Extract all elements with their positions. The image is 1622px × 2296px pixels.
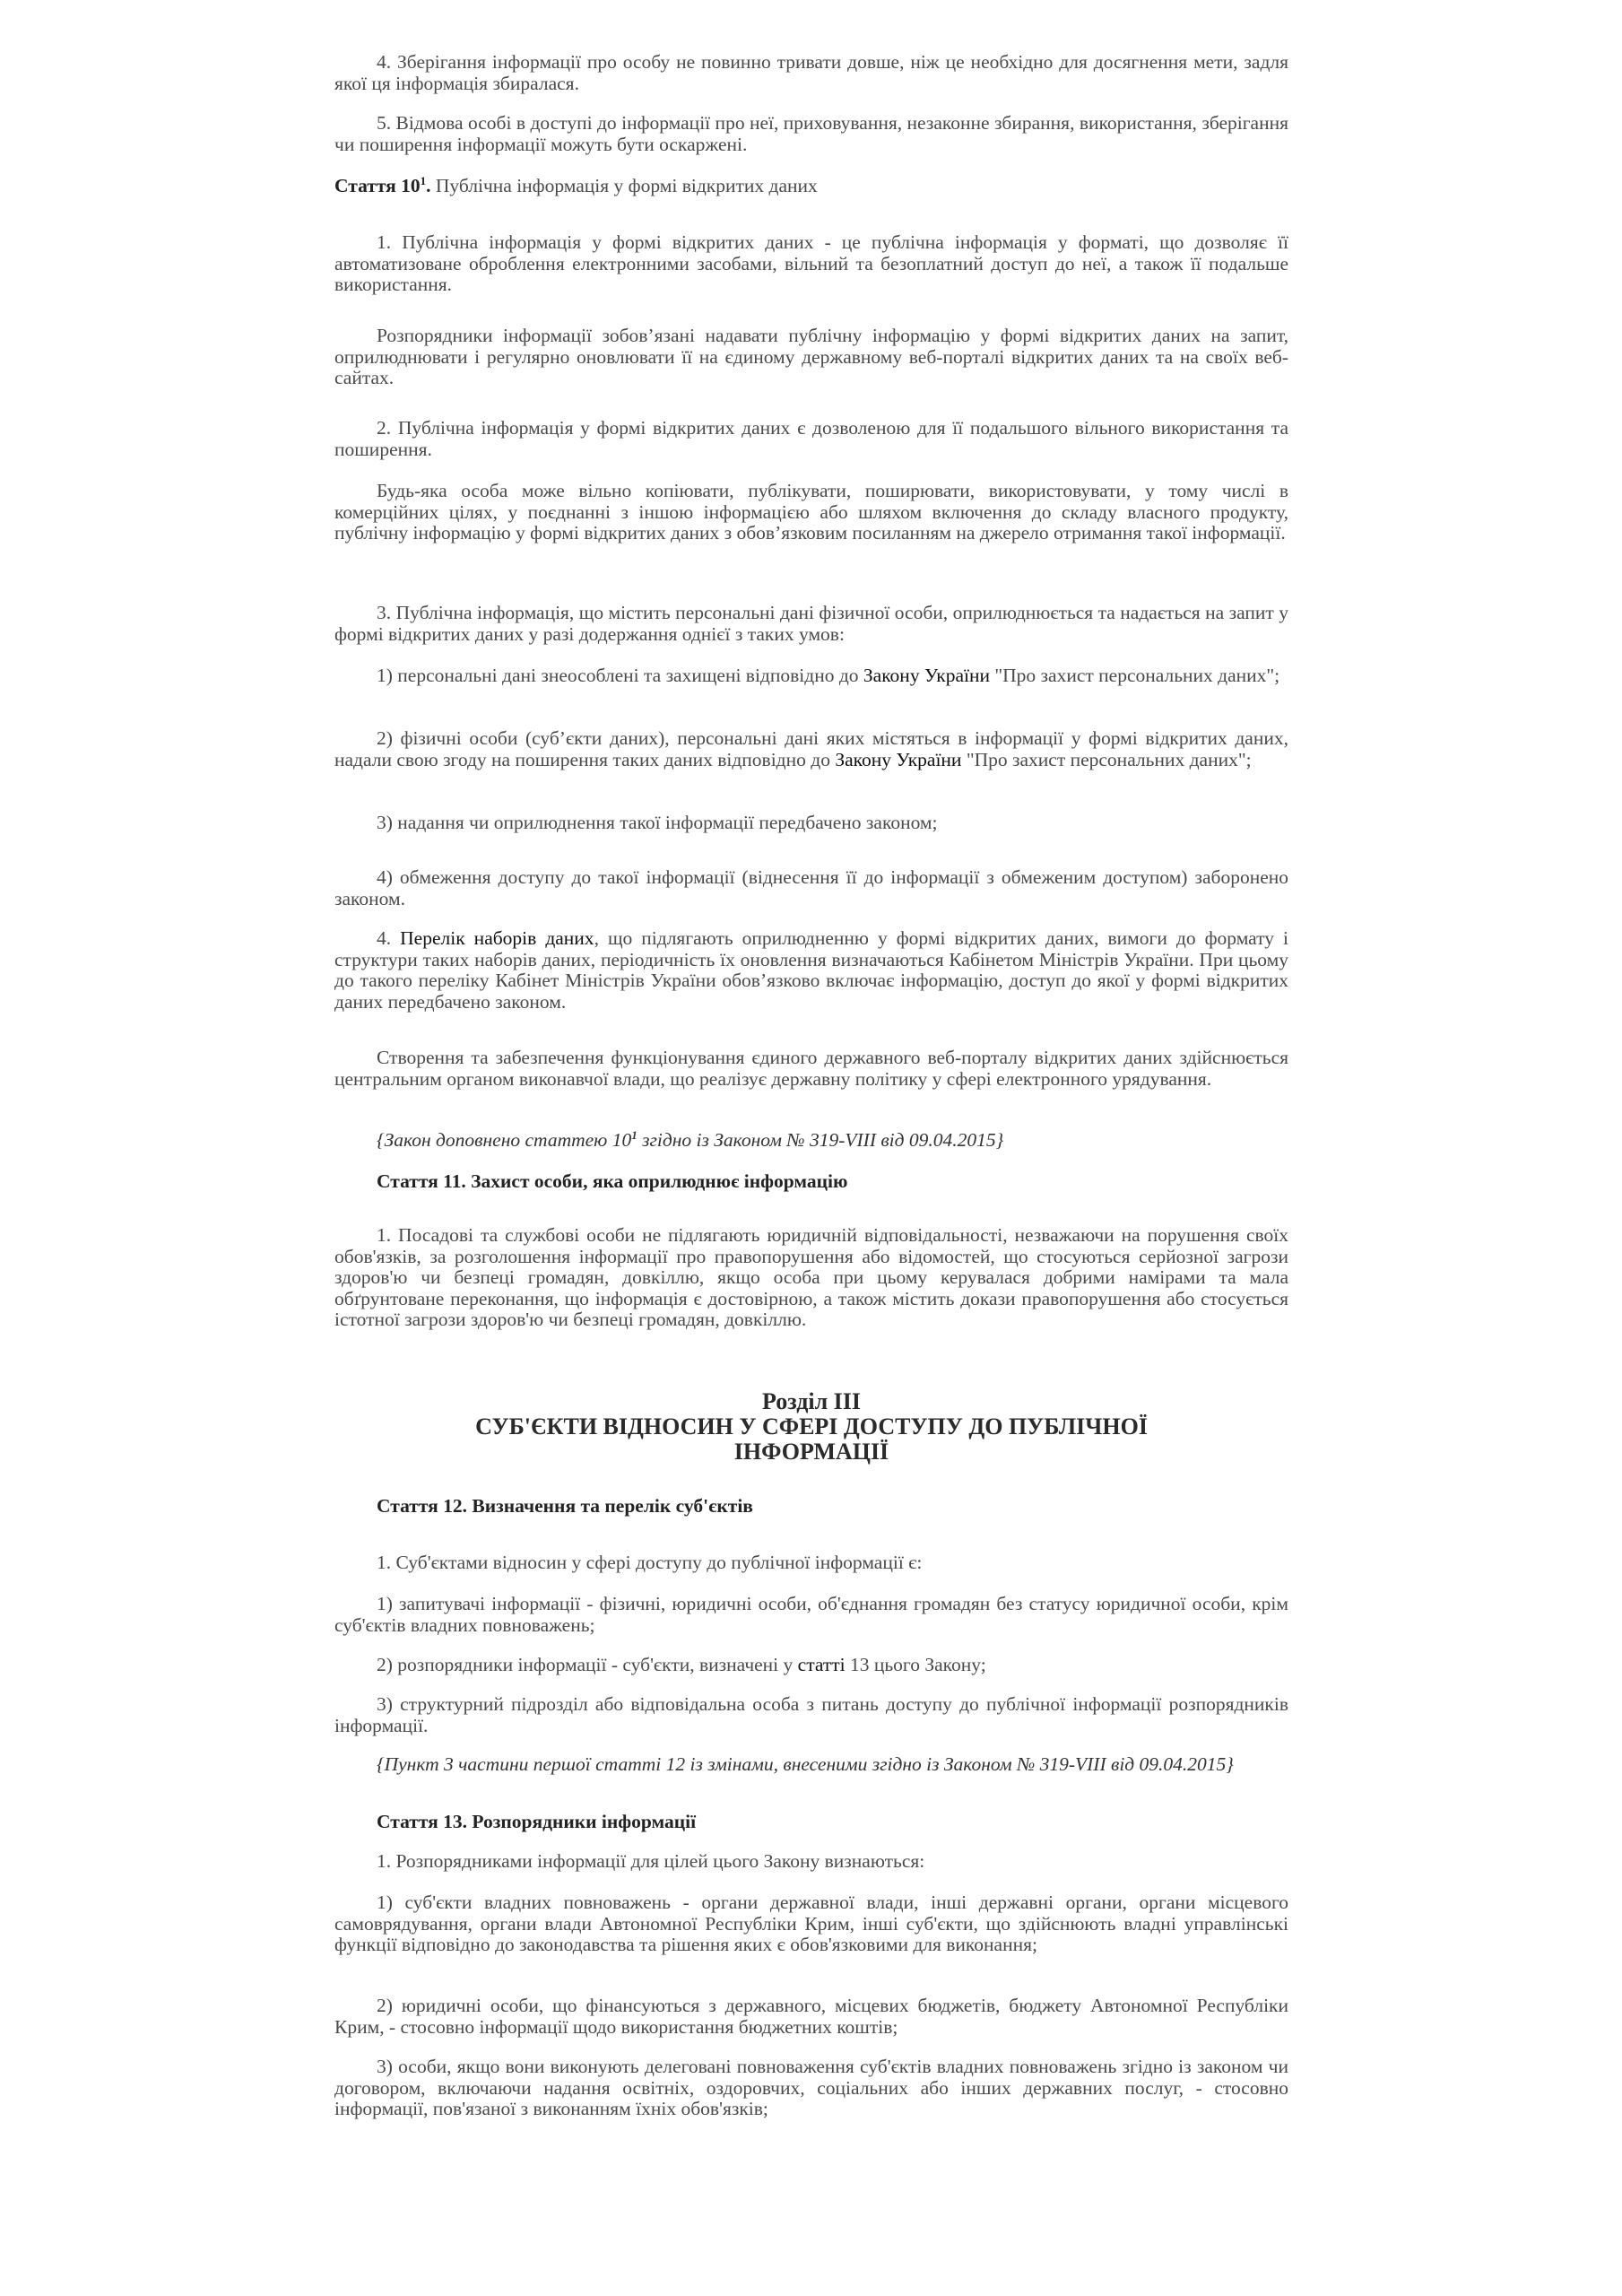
art10-1-amendment-note <box>334 1127 1288 1152</box>
art12-item-3: 3) структурний підрозділ або відповідальна особа з питань доступу до публічної інформації розпорядників інформації. <box>334 1693 1288 1736</box>
note-superscript: 1 <box>631 1127 638 1142</box>
paragraph-4-text: , що підлягають оприлюдненню у формі відкритих даних, вимоги до формату і структури таких наборів даних, періодичність їх оновлення визначаються Кабінетом Міністрів України. При цьому до такого переліку Кабінет Міністрів України обов’язково включає інформацію, доступ до якої у формі відкритих даних передбачено законом. <box>334 927 1288 1013</box>
art12-amendment-note: {Пункт 3 частини першої статті 12 із змінами, внесеними згідно із Законом № 319-VIII від 09.04.2015} <box>377 1753 1234 1775</box>
article-13-heading: Стаття 13. Розпорядники інформації <box>377 1811 697 1832</box>
note-text: {Закон доповнено статтею 10 <box>377 1129 632 1151</box>
law-link[interactable]: Закону України <box>863 665 990 686</box>
condition-2-text: 2) фізичні особи (суб’єкти даних), персональні дані яких містяться в інформації у формі відкритих даних, надали свою згоду на поширення таких даних відповідно до <box>334 727 1288 770</box>
art10-1-paragraph-5: Створення та забезпечення функціонування єдиного державного веб-порталу відкритих даних здійснюється центральним органом виконавчої влади, що реалізує державну політику у сфері електронного урядування. <box>334 1047 1288 1090</box>
art10-1-paragraph-2b: Будь-яка особа може вільно копіювати, публікувати, поширювати, використовувати, у тому числі в комерційних цілях, у поєднанні з іншою інформацією або шляхом включення до складу власного продукту, публічну інформацію у формі відкритих даних з обов’язковим посиланням на джерело отримання такої інформації. <box>334 480 1288 544</box>
condition-1-text-end: "Про захист персональних даних"; <box>990 665 1280 686</box>
article-12-heading: Стаття 12. Визначення та перелік суб'єктів <box>377 1495 753 1517</box>
article-10-1-dot: . <box>426 175 431 196</box>
art10-1-paragraph-2: 2. Публічна інформація у формі відкритих даних є дозволеною для її подальшого вільного використання та поширення. <box>334 417 1288 460</box>
datasets-list-link[interactable]: Перелік наборів даних <box>400 927 594 949</box>
section-3-title: СУБ'ЄКТИ ВІДНОСИН У СФЕРІ ДОСТУПУ ДО ПУБЛІЧНОЇ ІНФОРМАЦІЇ <box>475 1413 1148 1465</box>
art10-1-condition-2 <box>334 728 1288 770</box>
article-10-1-number <box>334 175 430 196</box>
art10-1-condition-1 <box>334 665 1288 687</box>
art10-paragraph-4: 4. Зберігання інформації про особу не повинно тривати довше, ніж це необхідно для досягнення мети, задля якої ця інформація збиралася. <box>334 51 1288 94</box>
condition-2-text-end: "Про захист персональних даних"; <box>961 748 1252 770</box>
art10-1-condition-3: 3) надання чи оприлюднення такої інформації передбачено законом; <box>377 812 938 833</box>
art11-paragraph-1: 1. Посадові та службові особи не підлягають юридичній відповідальності, незважаючи на порушення своїх обов'язків, за розголошення інформації про правопорушення або відомостей, що стосуються серйозної загрози здоров'ю чи безпеці громадян, довкіллю, якщо особа при цьому керувалася добрими намірами та мала обґрунтоване переконання, що інформація є достовірною, а також містить докази правопорушення або стосується істотної загрози здоров'ю чи безпеці громадян, довкіллю. <box>334 1224 1288 1331</box>
paragraph-4-number: 4. <box>377 927 401 949</box>
art13-paragraph-1: 1. Розпорядниками інформації для цілей цього Закону визнаються: <box>377 1850 925 1872</box>
condition-1-text: 1) персональні дані знеособлені та захищені відповідно до <box>377 665 863 686</box>
article-10-1-superscript: 1 <box>420 173 427 187</box>
section-3-label: Розділ III <box>761 1388 862 1414</box>
art10-paragraph-5: 5. Відмова особі в доступі до інформації про неї, приховування, незаконне збирання, використання, зберігання чи поширення інформації можуть бути оскаржені. <box>334 112 1288 155</box>
art10-1-paragraph-3: 3. Публічна інформація, що містить персональні дані фізичної особи, оприлюднюється та надається на запит у формі відкритих даних у разі додержання однієї з таких умов: <box>334 602 1288 645</box>
article-11-heading: Стаття 11. Захист особи, яка оприлюднює інформацію <box>377 1170 848 1192</box>
art12-item-2 <box>334 1655 1288 1676</box>
art10-1-paragraph-1: 1. Публічна інформація у формі відкритих даних - це публічна інформація у форматі, що дозволяє її автоматизоване оброблення електронними засобами, вільний та безоплатний доступ до неї, а також її подальше використання. <box>334 231 1288 296</box>
article-10-1-label: Стаття 10 <box>334 175 421 196</box>
article-link[interactable]: статті <box>797 1654 846 1675</box>
art13-item-3: 3) особи, якщо вони виконують делеговані повноваження суб'єктів владних повноважень згідно із законом чи договором, включаючи надання освітніх, оздоровчих, соціальних або інших державних послуг, - стосовно інформації, пов'язаної з виконанням їхніх обов'язків; <box>334 2056 1288 2120</box>
art10-1-paragraph-4 <box>334 928 1288 1013</box>
article-10-1-title: Публічна інформація у формі відкритих даних <box>430 175 818 196</box>
art10-1-condition-4: 4) обмеження доступу до такої інформації (віднесення її до інформації з обмеженим доступом) заборонено законом. <box>334 866 1288 909</box>
item-2-text-end: 13 цього Закону; <box>845 1654 986 1675</box>
art13-item-2: 2) юридичні особи, що фінансуються з державного, місцевих бюджетів, бюджету Автономної Республіки Крим, - стосовно інформації щодо використання бюджетних коштів; <box>334 1995 1288 2038</box>
article-10-1-heading <box>334 173 1288 197</box>
note-text-end: згідно із Законом № 319-VIII від 09.04.2015} <box>637 1129 1004 1151</box>
law-link[interactable]: Закону України <box>835 748 962 770</box>
art13-item-1: 1) суб'єкти владних повноважень - органи державної влади, інші державні органи, органи місцевого самоврядування, органи влади Автономної Республіки Крим, інші суб'єкти, що здійснюють владні управлінські функції відповідно до законодавства та рішення яких є обов'язковими для виконання; <box>334 1892 1288 1956</box>
art10-1-paragraph-1b: Розпорядники інформації зобов’язані надавати публічну інформацію у формі відкритих даних на запит, оприлюднювати і регулярно оновлювати її на єдиному державному веб-порталі відкритих даних та на своїх веб-сайтах. <box>334 325 1288 389</box>
art12-paragraph-1: 1. Суб'єктами відносин у сфері доступу до публічної інформації є: <box>377 1552 923 1573</box>
item-2-text: 2) розпорядники інформації - суб'єкти, визначені у <box>377 1654 798 1675</box>
art12-item-1: 1) запитувачі інформації - фізичні, юридичні особи, об'єднання громадян без статусу юридичної особи, крім суб'єктів владних повноважень; <box>334 1593 1288 1636</box>
